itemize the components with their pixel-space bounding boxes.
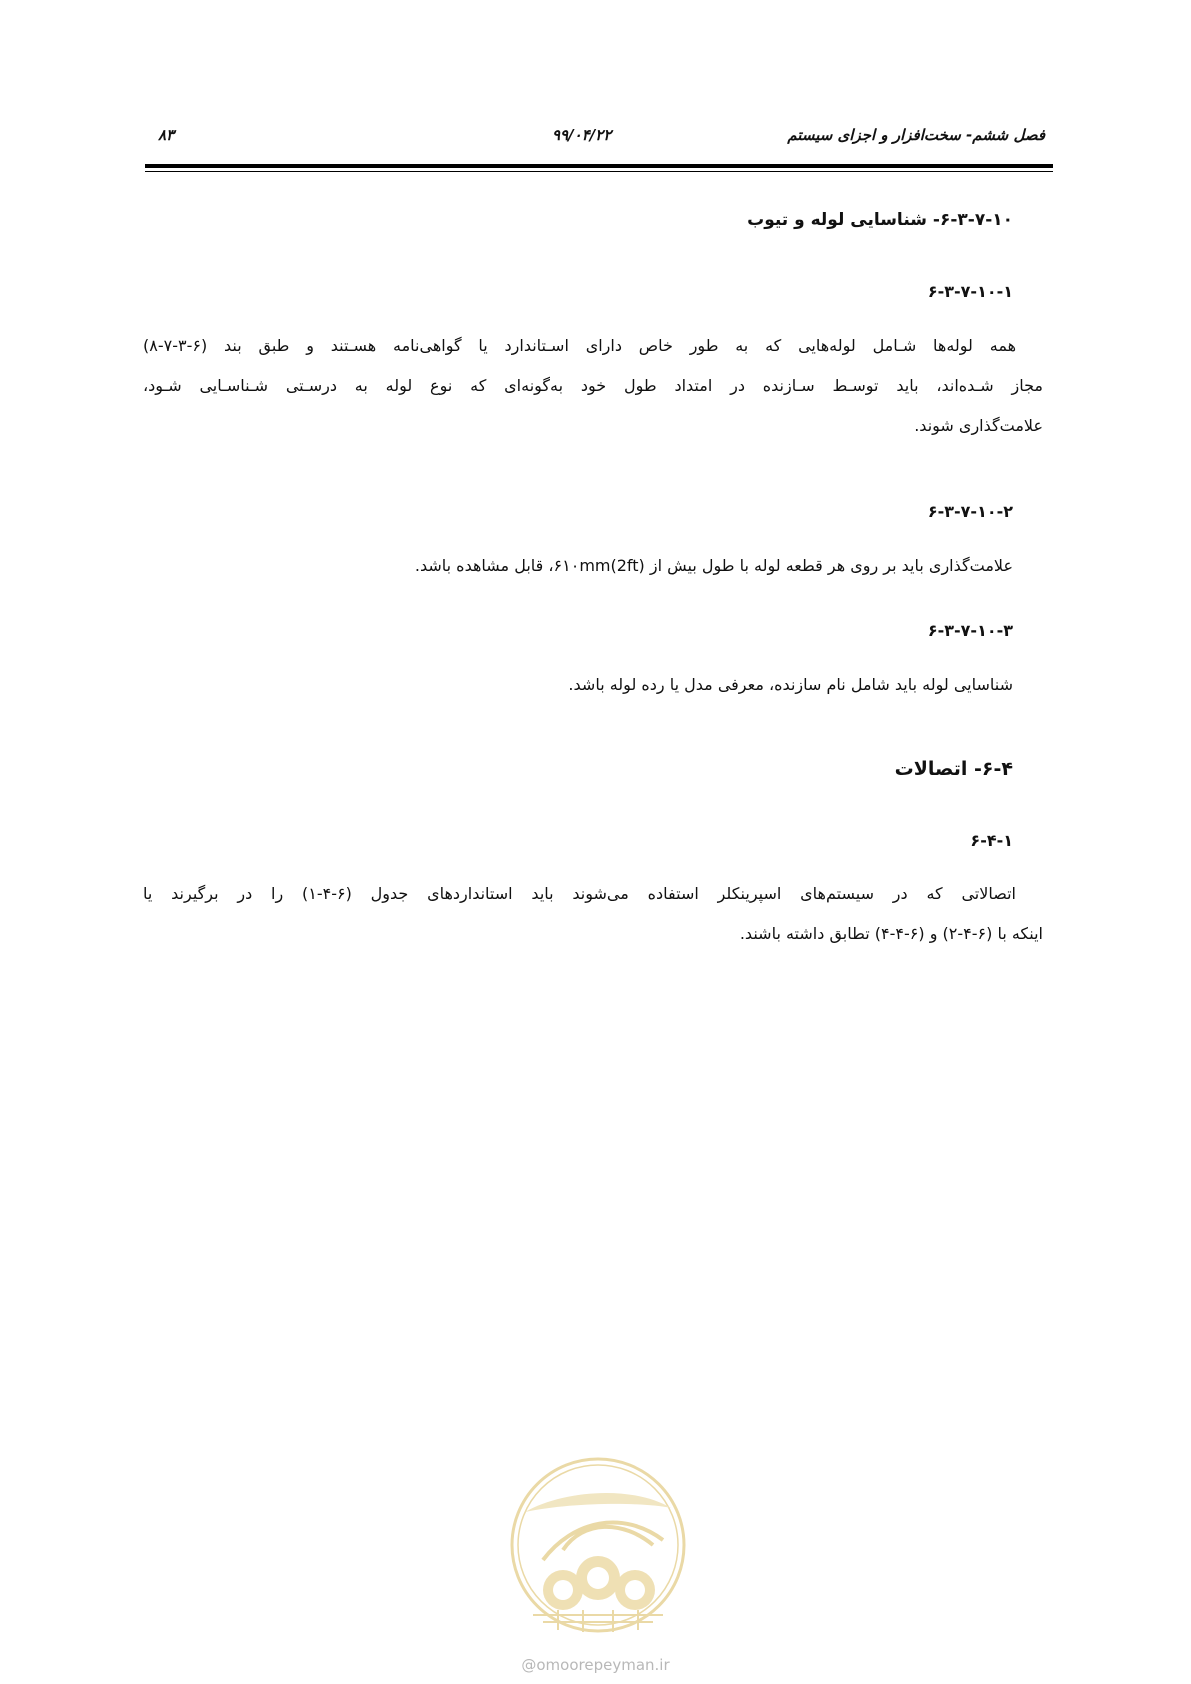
header-rule-thin <box>145 171 1053 172</box>
watermark-logo <box>503 1450 693 1640</box>
paragraph-line: اتصالاتی که در سیستم‌های اسپرینکلر استفاده می‌شوند باید استانداردهای جدول (۶-۴-۱) را در برگیرند یا <box>143 884 1017 903</box>
clause-number: ۶-۳-۷-۱۰-۳ <box>927 621 1013 640</box>
paragraph-line: همه لوله‌ها شـامل لوله‌هایی که به طور خاص دارای اسـتاندارد یا گواهی‌نامه هسـتند و طبق بند (۶-۳-۷-۸) <box>143 336 1016 355</box>
clause-paragraph <box>143 326 1043 446</box>
page-number: ۸۳ <box>158 126 175 144</box>
section-heading: ۶-۴- اتصالات <box>894 758 1013 780</box>
watermark-website: @omoorepeyman.ir <box>521 1656 670 1674</box>
header-date: ۹۹/۰۴/۲۲ <box>552 126 612 144</box>
clause-paragraph: شناسایی لوله باید شامل نام سازنده، معرفی مدل یا رده لوله باشد. <box>568 675 1013 694</box>
clause-paragraph <box>143 874 1043 954</box>
paragraph-line: اینکه با (۶-۴-۲) و (۶-۴-۴) تطابق داشته باشند. <box>739 924 1043 943</box>
paragraph-line: علامت‌گذاری شوند. <box>914 416 1043 435</box>
header-rule-thick <box>145 164 1053 168</box>
paragraph-line: مجاز شـده‌اند، باید توسـط سـازنده در امتداد طول خود به‌گونه‌ای که نوع لوله به درسـتی شـناسـایی شـود، <box>143 376 1043 395</box>
clause-number: ۶-۳-۷-۱۰-۱ <box>927 282 1013 301</box>
section-heading: ۶-۳-۷-۱۰- شناسایی لوله و تیوب <box>747 210 1013 230</box>
clause-number: ۶-۳-۷-۱۰-۲ <box>927 502 1013 521</box>
chapter-title: فصل ششم- سخت‌افزار و اجزای سیستم <box>787 126 1045 144</box>
clause-paragraph: علامت‌گذاری باید بر روی هر قطعه لوله با طول بیش از ۶۱۰mm(2ft)، قابل مشاهده باشد. <box>414 556 1013 575</box>
clause-number: ۶-۴-۱ <box>970 831 1013 850</box>
